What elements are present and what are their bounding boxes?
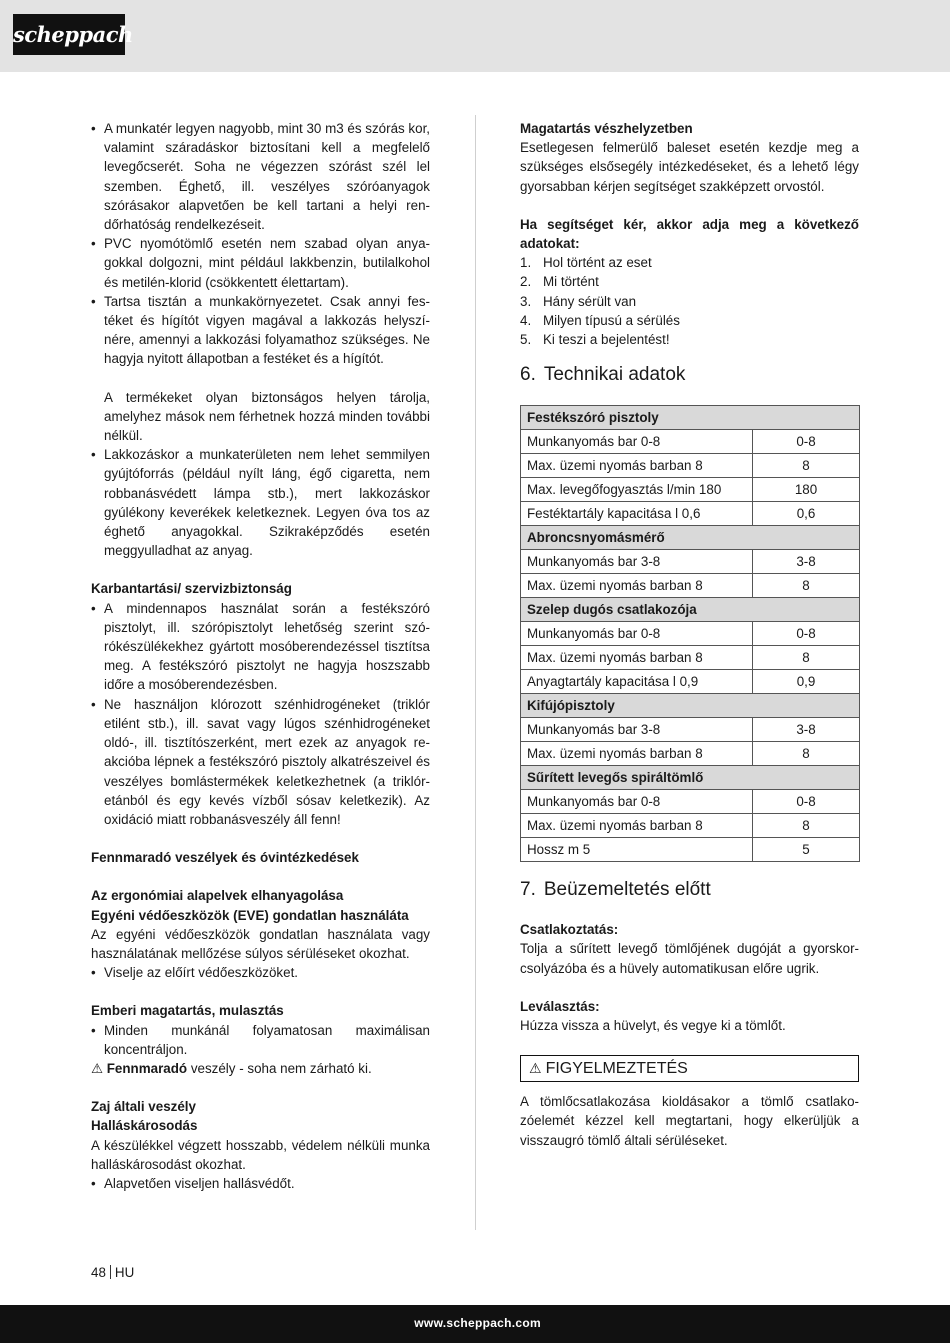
group-header-cell: Sűrített levegős spiráltömlő (521, 766, 860, 790)
concentration-bullet: • Minden munkánál folyamatosan maximálisan koncentráljon. (91, 1021, 430, 1059)
spec-label-cell: Hossz m 5 (521, 838, 753, 862)
spec-value-cell: 3-8 (753, 718, 860, 742)
group-header-cell: Szelep dugós csatlakozója (521, 598, 860, 622)
spec-label-cell: Munkanyomás bar 0-8 (521, 622, 753, 646)
maintenance-bullets (91, 599, 430, 829)
spec-value-cell: 5 (753, 838, 860, 862)
spec-value-cell: 8 (753, 742, 860, 766)
warning-box: ⚠ FIGYELMEZTETÉS (520, 1055, 859, 1082)
spec-value-cell: 3-8 (753, 550, 860, 574)
disconnect-heading: Leválasztás: (520, 998, 600, 1014)
help-info-list (520, 253, 859, 349)
column-divider (475, 115, 476, 1230)
footer-url: www.scheppach.com (414, 1316, 541, 1330)
connect-text: Tolja a sűrített levegő tömlőjének dugóját a gyorskorcsolyázóba és a hüvely automatikusan előre ugrik. (520, 941, 859, 976)
spec-value-cell: 0-8 (753, 430, 860, 454)
footer-bar (0, 1305, 950, 1343)
spec-label-cell: Munkanyomás bar 3-8 (521, 550, 753, 574)
disconnect-text: Húzza vissza a hüvelyt, és vegye ki a tömlőt. (520, 1018, 786, 1034)
spec-value-cell: 0,6 (753, 502, 860, 526)
table-row (521, 790, 860, 814)
group-header-cell: Kifújópisztoly (521, 694, 860, 718)
storage-text: A termékeket olyan biztonságos helyen tárolja, amelyhez mások nem férhetnek hozzá minden további nélkül. (104, 389, 430, 444)
help-list-item: 3. Hány sérült van (520, 293, 637, 309)
noise-text: A készülékkel végzett hosszabb, védelem nélküli munka halláskárosodást okozhat. (91, 1137, 430, 1172)
technical-data-table (520, 405, 860, 862)
table-row (521, 646, 860, 670)
human-behavior-heading: Emberi magatartás, mulasztás (91, 1003, 284, 1019)
hearing-protection-bullet: • Alapvetően viseljen hallásvédőt. (91, 1174, 430, 1193)
spec-label-cell: Max. üzemi nyomás barban 8 (521, 574, 753, 598)
table-group-header (521, 526, 860, 550)
section-6-title: 6. Technikai adatok (520, 364, 686, 386)
warning-triangle-icon: ⚠ (91, 1060, 104, 1076)
connect-heading: Csatlakoztatás: (520, 922, 619, 938)
spec-label-cell: Max. üzemi nyomás barban 8 (521, 814, 753, 838)
ppe-bullet: • Viselje az előírt védőeszközöket. (91, 963, 430, 982)
bullet-item: • A mindennapos használat során a festékszóró pisztolyt, ill. szórópisztolyt lehetőség szerint szórókészülékekhez gyártott mosóberendezéssel tisztítsa meg. A festékszóró pisztolyt ne hagyja hoszszabb időre a mosóberendezésben. (91, 599, 430, 695)
spec-value-cell: 180 (753, 478, 860, 502)
spec-label-cell: Munkanyomás bar 0-8 (521, 430, 753, 454)
bullet-item: • Tartsa tisztán a munkakörnyezetet. Csak annyi festéket és hígítót vigyen magával a lakkozás helyszínére, amennyi a lakkozási folyamathoz szükséges. Ne hagyja nyitott állapotban a festéket és a hígítót. (91, 292, 430, 369)
help-list-item: 2. Mi történt (520, 274, 599, 290)
table-row (521, 814, 860, 838)
table-row (521, 430, 860, 454)
bullet-item: • PVC nyomótömlő esetén nem szabad olyan anyagokkal dolgozni, mint például lakkbenzin, butilalkohol és metilén-klorid (csökkentett élettartam). (91, 234, 430, 292)
table-row (521, 742, 860, 766)
table-row (521, 502, 860, 526)
maintenance-heading: Karbantartási/ szervizbiztonság (91, 581, 292, 597)
bullet-item: • A munkatér legyen nagyobb, mint 30 m3 és szórás kor, valamint száradáskor biztosítani kell a megfelelő levegőcserét. Soha ne végezzen szórást szél lel szemben. Éghető, ill. veszélyes szóróanyagok szórásakor alapvetően be kell tartani a helyi rendőrhatóság rendelkezéseit. (91, 119, 430, 234)
spec-label-cell: Max. levegőfogyasztás l/min 180 (521, 478, 753, 502)
ventilation-bullets (91, 119, 430, 369)
help-list-item: 1. Hol történt az eset (520, 255, 652, 271)
residual-risks-heading: Fennmaradó veszélyek és óvintézkedések (91, 850, 359, 866)
table-group-header (521, 406, 860, 430)
table-row (521, 838, 860, 862)
hearing-damage-heading: Halláskárosodás (91, 1118, 198, 1134)
ergonomics-heading: Az ergonómiai alapelvek elhanyagolása (91, 888, 344, 904)
bullet-item: • Ne használjon klórozott szénhidrogéneket (triklór etilént stb.), ill. savat vagy lúgos szénhidrogéneket oldó-, ill. tisztítószerként, mert ezek az anyagok reakcióba lépnek a festékszóró pisztoly alkatrészeivel és veszélyes bomlástermékek keletkezhetnek (a triklór-etánból és egy kevés vízből sósav keletkezik). Az oxidáció miatt robbanásveszély áll fenn! (91, 695, 430, 829)
noise-heading: Zaj általi veszély (91, 1099, 196, 1115)
ignition-bullet: • Lakkozáskor a munkaterületen nem lehet semmilyen gyújtóforrás (például nyílt láng, égő cigaretta, nem robbanásvédett lámpa stb.), mert lakkozáskor gyúlékony keverékek keletkeznek. Legyen óva tos az éghető anyagokkal. Szikraképződés esetén meggyulladhat az anyag. (91, 445, 430, 560)
left-column (91, 119, 430, 1193)
ppe-text: Az egyéni védőeszközök gondatlan használata vagy használatának mellőzése súlyos sérüléseket okozhat. (91, 926, 430, 961)
help-info-heading: Ha segítséget kér, akkor adja meg a következő adatokat: (520, 216, 859, 252)
table-row (521, 454, 860, 478)
spec-value-cell: 8 (753, 646, 860, 670)
table-group-header (521, 598, 860, 622)
help-list-item: 4. Milyen típusú a sérülés (520, 312, 680, 328)
spec-label-cell: Anyagtartály kapacitása l 0,9 (521, 670, 753, 694)
spec-label-cell: Munkanyomás bar 0-8 (521, 790, 753, 814)
spec-value-cell: 8 (753, 454, 860, 478)
warning-text: A tömlőcsatlakozása kioldásakor a tömlő csatlakozóelemét kézzel kell megtartani, hogy elkerüljük a visszaugró tömlő általi sérüléseket. (520, 1094, 859, 1148)
table-row (521, 478, 860, 502)
spec-label-cell: Festéktartály kapacitása l 0,6 (521, 502, 753, 526)
group-header-cell: Festékszóró pisztoly (521, 406, 860, 430)
section-7-title: 7. Beüzemeltetés előtt (520, 879, 711, 901)
brand-logo: scheppach (13, 14, 125, 55)
spec-label-cell: Max. üzemi nyomás barban 8 (521, 454, 753, 478)
table-row (521, 718, 860, 742)
spec-value-cell: 0-8 (753, 622, 860, 646)
table-group-header (521, 694, 860, 718)
page-number: 48 HU (91, 1265, 135, 1280)
ppe-heading: Egyéni védőeszközök (EVE) gondatlan használáta (91, 907, 409, 923)
spec-value-cell: 8 (753, 574, 860, 598)
right-column (520, 119, 859, 1150)
header-bar (0, 0, 950, 72)
table-group-header (521, 766, 860, 790)
spec-value-cell: 0,9 (753, 670, 860, 694)
residual-risk-note: ⚠ Fennmaradó veszély - soha nem zárható ki. (91, 1060, 372, 1076)
spec-value-cell: 0-8 (753, 790, 860, 814)
spec-value-cell: 8 (753, 814, 860, 838)
table-row (521, 550, 860, 574)
spec-label-cell: Munkanyomás bar 3-8 (521, 718, 753, 742)
group-header-cell: Abroncsnyomásmérő (521, 526, 860, 550)
emergency-heading: Magatartás vészhelyzetben (520, 121, 693, 136)
spec-label-cell: Max. üzemi nyomás barban 8 (521, 742, 753, 766)
help-list-item: 5. Ki teszi a bejelentést! (520, 332, 670, 348)
spec-label-cell: Max. üzemi nyomás barban 8 (521, 646, 753, 670)
table-row (521, 670, 860, 694)
warning-triangle-icon: ⚠ (529, 1060, 542, 1077)
emergency-text: Esetlegesen felmerülő baleset esetén kezdje meg a szükséges elsősegély intézkedéseket, és a lehető légy gyorsabban kérjen segítséget szakképzett orvostól. (520, 140, 859, 194)
table-row (521, 622, 860, 646)
table-row (521, 574, 860, 598)
